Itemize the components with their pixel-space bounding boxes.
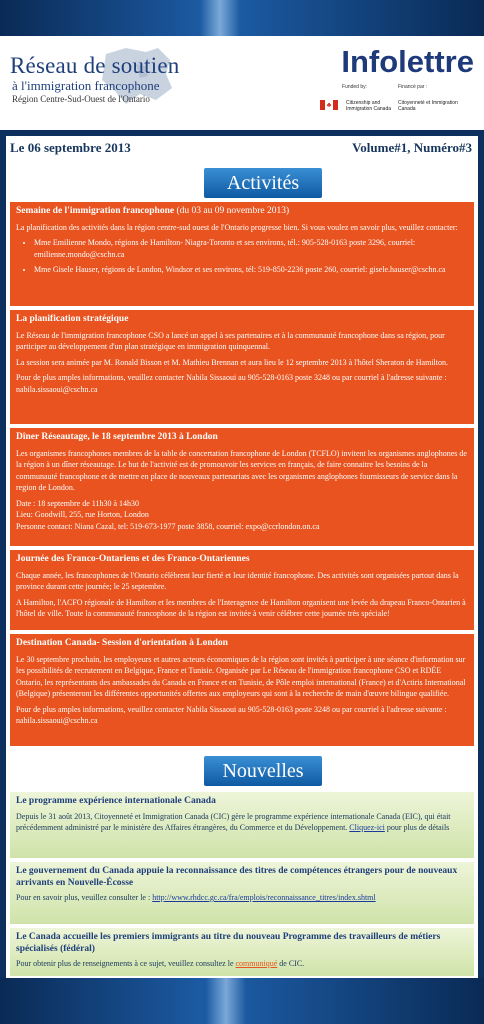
section-journee-franco-ontariens xyxy=(10,550,474,630)
finance-par-label: Financé par : xyxy=(398,84,428,90)
section-title: Semaine de l'immigration francophone xyxy=(16,206,175,216)
content-area xyxy=(6,162,478,978)
canada-flag-icon: ♣ xyxy=(320,100,338,110)
section-paragraph: Le 30 septembre prochain, les employeurs et autres acteurs économiques de la région sont invités à participer à une séance d'information sur les possibilités de recrutement en Belgique, France et Tunisie. Organisée par Le Réseau de l'immigration francophone CSO et RDÉE Ontario, les représentants des ambassades du Canada en France et en Tunisie, de Pôle emploi international (France) et d'Actiris International (Belgique) présenteront les différentes opportunités offertes aux employeurs qui sont à la recherche de main d'œuvre bilingue qualifiée. xyxy=(16,654,466,698)
nouvelles-banner: Nouvelles xyxy=(204,756,322,786)
section-paragraph: La session sera animée par M. Ronald Bisson et M. Mathieu Brennan et aura lieu le 12 septembre 2013 à l'hôtel Sheraton de Hamilton. xyxy=(16,357,448,367)
section-destination-canada xyxy=(10,634,474,746)
section-planification-strategique xyxy=(10,310,474,424)
news-item-eic xyxy=(10,790,474,858)
news-text-after: pour plus de détails xyxy=(384,823,450,832)
section-intro: La planification des activités dans la région centre-sud ouest de l'Ontario progresse bien. Si vous voulez en savoir plus, veuillez contacter: xyxy=(16,222,458,232)
logo-title: Réseau de soutien xyxy=(10,53,180,78)
section-paragraph: Le Réseau de l'immigration francophone CSO a lancé un appel à ses partenaires et à la communauté francophone dans sa région, pour participer au développement d'un plan stratégique en immigration quinquennal. xyxy=(16,330,445,351)
news-text-after: de CIC. xyxy=(277,959,305,968)
event-date: Date : 18 septembre de 11h30 à 14h30 xyxy=(16,498,140,508)
news-text: Pour obtenir plus de renseignements à ce sujet, veuillez consultez le xyxy=(16,959,236,968)
news-title: Le programme expérience internationale Canada xyxy=(16,796,216,806)
section-paragraph: Pour de plus amples informations, veuillez contacter Nabila Sissaoui au 905-528-0163 poste 3248 ou par courriel à l'adresse suivante : nabila.sissaoui@cschn.ca xyxy=(16,373,447,394)
news-text: Pour en savoir plus, veuillez consulter le : xyxy=(16,893,153,902)
footer-band xyxy=(0,978,484,1024)
news-title: Le Canada accueille les premiers immigrants au titre du nouveau Programme des travailleurs de métiers spécialisés (fédéral) xyxy=(16,932,441,954)
section-paragraph: Les organismes francophones membres de la table de concertation francophone de London (TCFLO) invitent les organismes anglophones de la région à un dîner réseautage. Le but de l'activité est de promouvoir les services en français, de faire connaitre les besoins de la communauté francophone et de mettre en place de nouveaux partenariats avec les organismes anglophones fournisseurs de service dans la region de London. xyxy=(16,448,467,492)
activites-banner: Activités xyxy=(204,168,322,198)
section-title: Destination Canada- Session d'orientation à London xyxy=(16,638,228,648)
section-semaine-immigration xyxy=(10,202,474,306)
rhdcc-link[interactable]: http://www.rhdcc.gc.ca/fra/emplois/reconnaissance_titres/index.shtml xyxy=(152,893,376,902)
section-title: La planification stratégique xyxy=(16,314,129,324)
top-band xyxy=(0,0,484,36)
section-paragraph: A Hamilton, l'ACFO régionale de Hamilton et les membres de l'Interagence de Hamilton organisent une levée du drapeau Franco-Ontarien à l'hôtel de ville. Toute la communauté francophone de la région est invitée à venir célébrer cette journée très spéciale! xyxy=(16,597,466,618)
news-title: Le gouvernement du Canada appuie la reconnaissance des titres de compétences étrangers pour de nouveaux arrivants en Nouvelle-Écosse xyxy=(16,866,458,888)
news-item-titres-competences xyxy=(10,860,474,924)
news-text: Depuis le 31 août 2013, Citoyenneté et Immigration Canada (CIC) gère le programme expérience internationale Canada (EIC), qui était précédemment administré par le ministère des Affaires étrangères, du Commerce et du Développement. xyxy=(16,811,451,832)
newsletter-title: Infolettre xyxy=(341,44,474,79)
section-title-note: (du 03 au 09 novembre 2013) xyxy=(176,206,290,216)
section-paragraph: Pour de plus amples informations, veuillez contacter Nabila Sissaoui au 905-528-0163 poste 3248 ou par courriel à l'adresse suivante : nabila.sissaoui@cschn.ca xyxy=(16,704,447,725)
cic-french-label: Citoyenneté et Immigration Canada xyxy=(398,100,458,112)
section-diner-reseautage xyxy=(10,428,474,546)
section-paragraph: Chaque année, les francophones de l'Ontario célèbrent leur fierté et leur identité francophone. Des activités sont organisées partout dans la province durant cette journée; le 25 septembre. xyxy=(16,570,459,591)
event-contact: Personne contact: Niana Cazal, tel: 519-673-1977 poste 3858, courriel: expo@ccrlondon.on.ca xyxy=(16,521,320,531)
list-item: • Mme Gisele Hauser, régions de London, Windsor et ses environs, tél: 519-850-2236 poste 260, courriel: gisele.hauser@cschn.ca xyxy=(34,264,468,276)
header xyxy=(0,36,484,130)
cic-english-label: Citizenship and Immigration Canada xyxy=(346,100,392,112)
issue-volume: Volume#1, Numéro#3 xyxy=(352,140,472,155)
cliquez-ici-link[interactable]: Cliquez-ici xyxy=(349,823,385,832)
news-item-travailleurs-metiers xyxy=(10,926,474,976)
section-title: Journée des Franco-Ontariens et des Franco-Ontariennes xyxy=(16,554,250,564)
event-location: Lieu: Goodwill, 255, rue Horton, London xyxy=(16,510,149,519)
list-item: • Mme Emilienne Mondo, régions de Hamilton- Niagra-Toronto et ses environs, tél.: 905-528-0163 poste 3296, courriel: emilienne.mondo@cschn.ca xyxy=(34,237,468,260)
funded-by-label: Funded by: xyxy=(342,84,368,90)
communique-link[interactable]: communiqué xyxy=(235,959,278,968)
issue-date: Le 06 septembre 2013 xyxy=(10,140,131,155)
logo-subtitle: à l'immigration francophone xyxy=(12,78,160,93)
date-bar xyxy=(6,136,478,165)
section-title: Dîner Réseautage, le 18 septembre 2013 à London xyxy=(16,432,218,442)
logo-region: Région Centre-Sud-Ouest de l'Ontario xyxy=(12,94,150,104)
